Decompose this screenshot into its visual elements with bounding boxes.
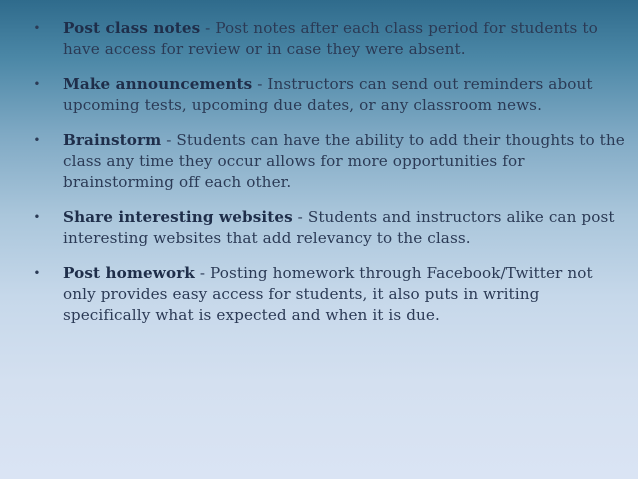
bullet-description: - Posting homework through Facebook/Twitter not only provides easy access for students, it also puts in writing specifically what is expected and when it is due. [63, 264, 593, 324]
bullet-item-post-homework [30, 263, 630, 326]
bullet-item-share-interesting-websites [30, 207, 630, 249]
bullet-description: - Instructors can send out reminders about upcoming tests, upcoming due dates, or any classroom news. [63, 75, 593, 114]
bullet-item-post-class-notes [30, 18, 630, 60]
bullet-list [30, 18, 630, 326]
bullet-term: Post class notes [63, 19, 201, 37]
bullet-description: - Students can have the ability to add their thoughts to the class any time they occur allows for more opportunities for brainstorming off each other. [63, 131, 625, 191]
bullet-term: Share interesting websites [63, 208, 293, 226]
bullet-marker: • [33, 266, 41, 280]
bullet-item-make-announcements [30, 74, 630, 116]
bullet-marker: • [33, 210, 41, 224]
bullet-marker: • [33, 77, 41, 91]
bullet-marker: • [33, 21, 41, 35]
bullet-term: Make announcements [63, 75, 253, 93]
bullet-item-brainstorm [30, 130, 630, 193]
bullet-term: Post homework [63, 264, 195, 282]
bullet-term: Brainstorm [63, 131, 162, 149]
bullet-description: - Post notes after each class period for students to have access for review or in case they were absent. [63, 19, 598, 58]
bullet-marker: • [33, 133, 41, 147]
bullet-description: - Students and instructors alike can post interesting websites that add relevancy to the class. [63, 208, 615, 247]
